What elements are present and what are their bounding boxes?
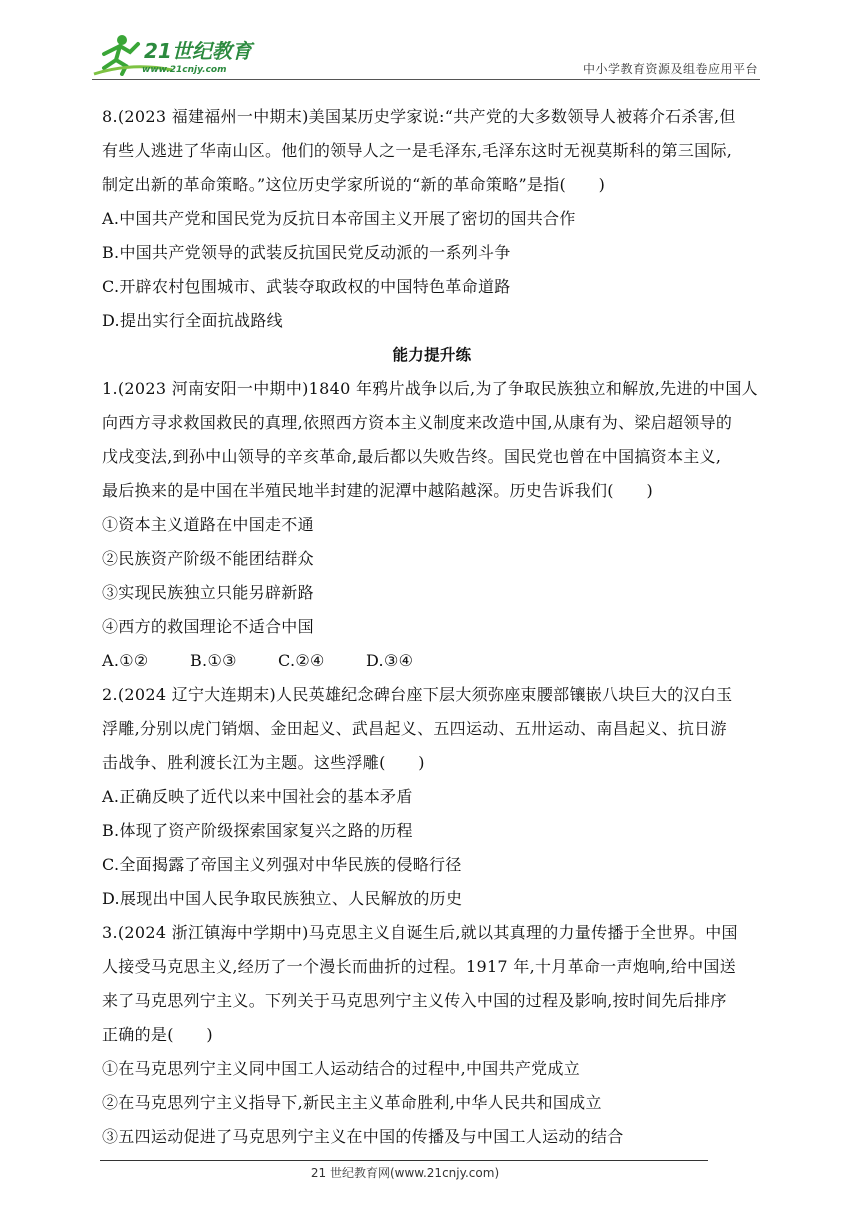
text-line: 最后换来的是中国在半殖民地半封建的泥潭中越陷越深。历史告诉我们( ) [102,481,653,500]
platform-tagline: 中小学教育资源及组卷应用平台 [582,62,758,76]
option-line: D.展现出中国人民争取民族独立、人民解放的历史 [102,889,463,908]
footer-text[interactable]: 21 世纪教育网(www.21cnjy.com) [310,1166,500,1180]
text-line: 制定出新的革命策略。”这位历史学家所说的“新的革命策略”是指( ) [102,175,606,194]
question-content [102,100,762,1154]
option-line: A.正确反映了近代以来中国社会的基本矛盾 [102,787,413,806]
option-b: B.①③ [190,651,237,670]
option-d: D.③④ [366,651,414,670]
text-line: 3.(2024 浙江镇海中学期中)马克思主义自诞生后,就以其真理的力量传播于全世界。中国 [102,923,738,942]
statement-line: ①在马克思列宁主义同中国工人运动结合的过程中,中国共产党成立 [102,1059,581,1078]
text-line: 正确的是( ) [102,1025,213,1044]
text-line: 击战争、胜利渡长江为主题。这些浮雕( ) [102,753,425,772]
text-line: 人接受马克思主义,经历了一个漫长而曲折的过程。1917 年,十月革命一声炮响,给中国送 [102,957,736,976]
text-line: 浮雕,分别以虎门销烟、金田起义、武昌起义、五四运动、五卅运动、南昌起义、抗日游 [102,719,727,738]
statement-line: ③五四运动促进了马克思列宁主义在中国的传播及与中国工人运动的结合 [102,1127,624,1146]
text-line: 来了马克思列宁主义。下列关于马克思列宁主义传入中国的过程及影响,按时间先后排序 [102,991,727,1010]
statement-line: ④西方的救国理论不适合中国 [102,617,314,636]
site-logo[interactable] [92,32,262,76]
option-a: A.①② [102,651,149,670]
option-c: C.②④ [278,651,325,670]
text-line: 2.(2024 辽宁大连期末)人民英雄纪念碑台座下层大须弥座束腰部镶嵌八块巨大的汉白玉 [102,685,733,704]
text-line: 向西方寻求救国救民的真理,依照西方资本主义制度来改造中国,从康有为、梁启超领导的 [102,413,733,432]
option-line: D.提出实行全面抗战路线 [102,311,283,330]
option-line: B.体现了资产阶级探索国家复兴之路的历程 [102,821,413,840]
text-line: 戊戌变法,到孙中山领导的辛亥革命,最后都以失败告终。国民党也曾在中国搞资本主义, [102,447,722,466]
header-divider [92,79,760,80]
runner-logo-icon [92,32,262,76]
option-line: A.中国共产党和国民党为反抗日本帝国主义开展了密切的国共合作 [102,209,576,228]
logo-text: 21世纪教育 [144,39,252,63]
text-line: 1.(2023 河南安阳一中期中)1840 年鸦片战争以后,为了争取民族独立和解放,先进的中国人 [102,379,758,398]
option-line: C.全面揭露了帝国主义列强对中华民族的侵略行径 [102,855,462,874]
option-line: B.中国共产党领导的武装反抗国民党反动派的一系列斗争 [102,243,511,262]
option-line: C.开辟农村包围城市、武装夺取政权的中国特色革命道路 [102,277,511,296]
text-line: 8.(2023 福建福州一中期末)美国某历史学家说:“共产党的大多数领导人被蒋介石杀害,但 [102,107,736,126]
statement-line: ③实现民族独立只能另辟新路 [102,583,314,602]
answer-options [102,644,762,678]
page-header [92,28,760,80]
footer-divider [100,1160,708,1161]
text-line: 有些人逃进了华南山区。他们的领导人之一是毛泽东,毛泽东这时无视莫斯科的第三国际, [102,141,733,160]
statement-line: ②民族资产阶级不能团结群众 [102,549,314,568]
statement-line: ①资本主义道路在中国走不通 [102,515,314,534]
statement-line: ②在马克思列宁主义指导下,新民主主义革命胜利,中华人民共和国成立 [102,1093,602,1112]
logo-url: www.21cnjy.com [142,65,227,75]
section-title: 能力提升练 [392,346,472,364]
